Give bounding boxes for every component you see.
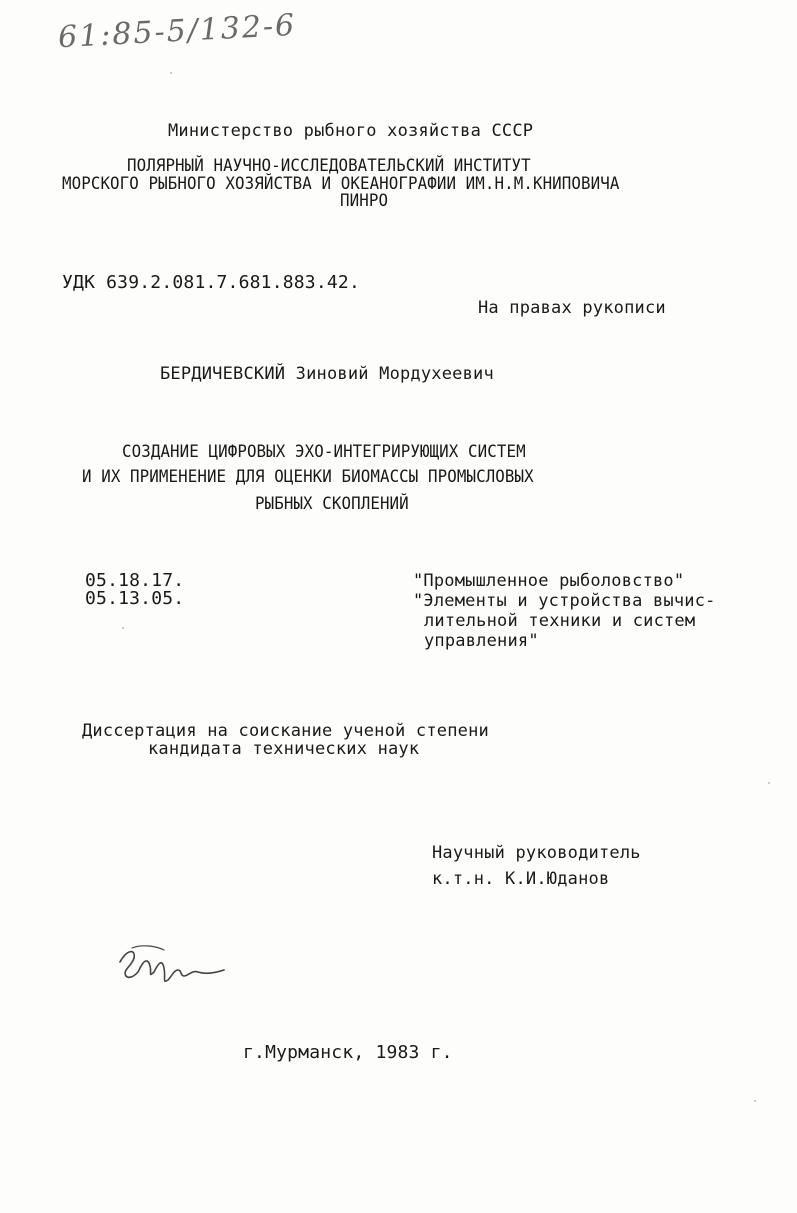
supervisor-name: к.т.н. К.И.Юданов: [432, 869, 610, 889]
scan-speck: [170, 72, 172, 74]
specialty-name-2a: "Элементы и устройства вычис-: [413, 591, 716, 611]
specialty-name-2c: управления": [424, 631, 539, 651]
manuscript-rights: На правах рукописи: [478, 298, 666, 318]
dissertation-line-2: кандидата технических наук: [148, 739, 420, 759]
author-name: БЕРДИЧЕВСКИЙ Зиновий Мордухеевич: [160, 364, 494, 384]
specialty-name-2b: лительной техники и систем: [424, 611, 696, 631]
specialty-name-1: "Промышленное рыболовство": [413, 571, 685, 591]
specialty-code-1: 05.18.17.: [85, 570, 185, 591]
specialty-code-2: 05.13.05.: [85, 588, 185, 609]
dissertation-line-1: Диссертация на соискание ученой степени: [82, 721, 489, 741]
supervisor-label: Научный руководитель: [432, 843, 641, 863]
archive-mark: 61:85-5/132-6: [57, 7, 298, 56]
place-and-year: г.Мурманск, 1983 г.: [243, 1042, 453, 1063]
institute-line-1: ПОЛЯРНЫЙ НАУЧНО-ИССЛЕДОВАТЕЛЬСКИЙ ИНСТИТУТ: [127, 156, 531, 176]
ministry-line: Министерство рыбного хозяйства СССР: [168, 121, 534, 141]
title-line-3: РЫБНЫХ СКОПЛЕНИЙ: [255, 494, 409, 514]
institute-abbr: ПИНРО: [340, 191, 389, 211]
title-line-1: СОЗДАНИЕ ЦИФРОВЫХ ЭХО-ИНТЕГРИРУЮЩИХ СИСТЕМ: [122, 442, 526, 462]
udk-code: УДК 639.2.081.7.681.883.42.: [62, 272, 360, 293]
scan-speck: [754, 1100, 756, 1102]
institute-line-2: МОРСКОГО РЫБНОГО ХОЗЯЙСТВА И ОКЕАНОГРАФИИ ИМ.Н.М.КНИПОВИЧА: [62, 174, 620, 194]
scan-speck: [768, 782, 770, 784]
signature: [112, 940, 252, 990]
scan-speck: [122, 627, 124, 629]
title-line-2: И ИХ ПРИМЕНЕНИЕ ДЛЯ ОЦЕНКИ БИОМАССЫ ПРОМЫСЛОВЫХ: [82, 467, 534, 487]
